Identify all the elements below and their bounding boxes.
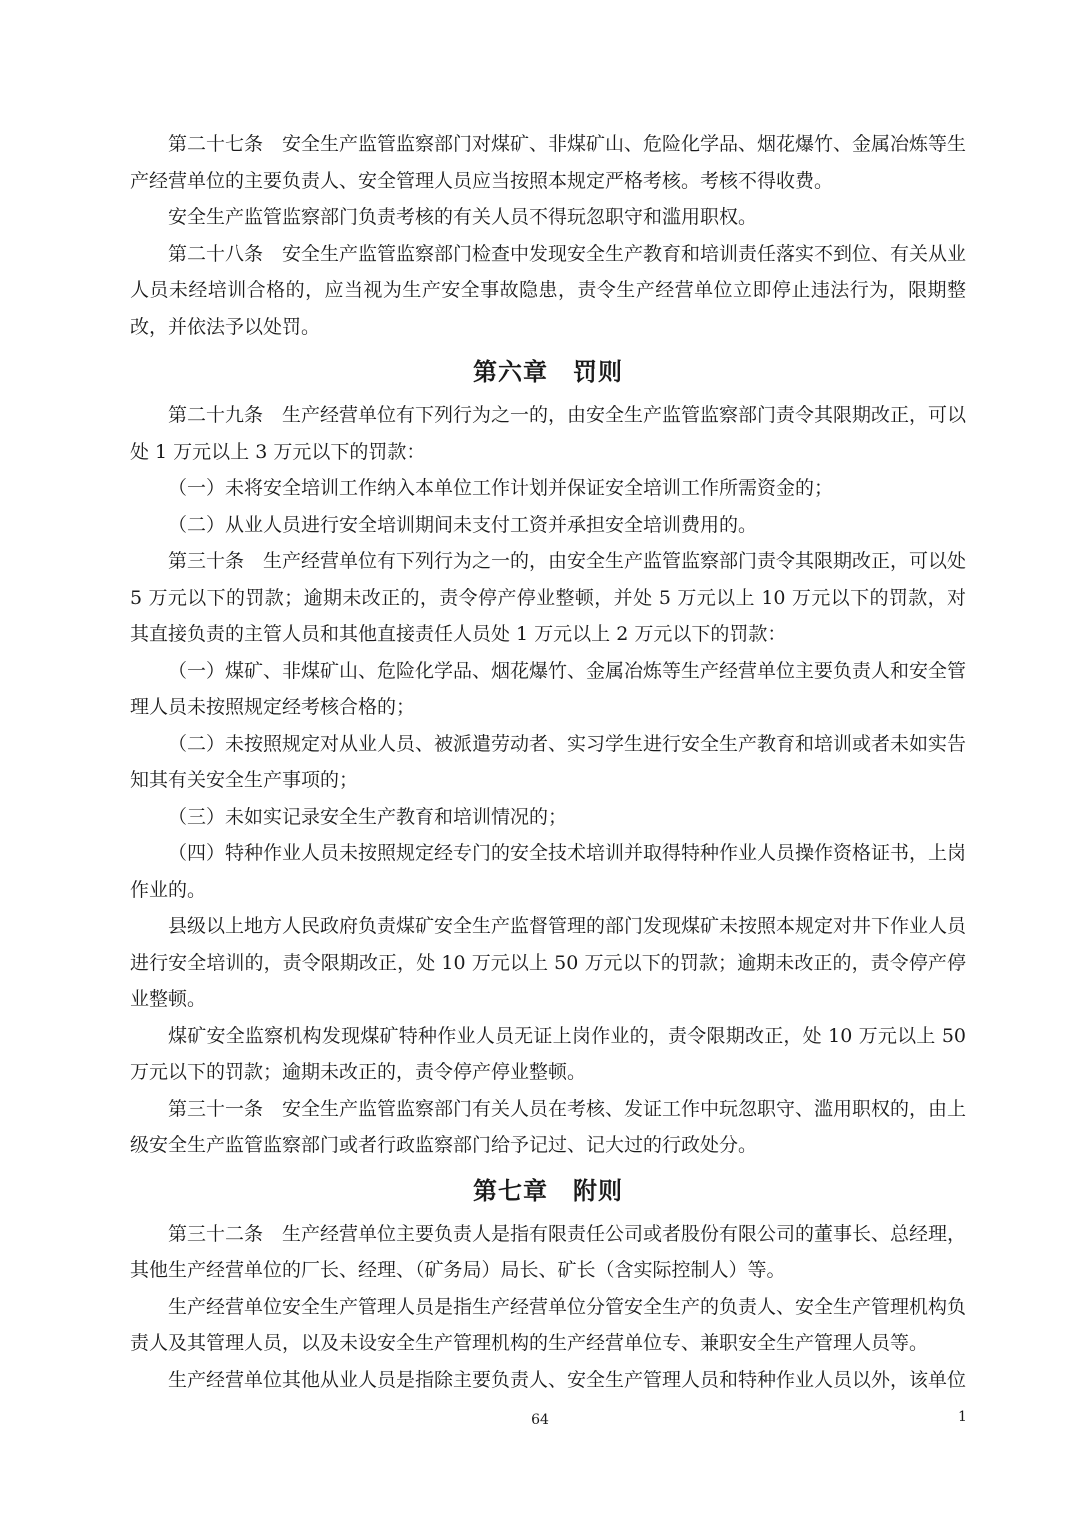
article-31-paragraph: 第三十一条 安全生产监管监察部门有关人员在考核、发证工作中玩忽职守、滥用职权的，由上级安全生产监管监察部门或者行政监察部门给予记过、记大过的行政处分。: [130, 1097, 967, 1156]
document-body: [130, 126, 966, 1398]
article-29-item-1: （一）未将安全培训工作纳入本单位工作计划并保证安全培训工作所需资金的；: [168, 477, 834, 499]
article-30-coal-mine-paragraph: 煤矿安全监察机构发现煤矿特种作业人员无证上岗作业的，责令限期改正，处 10 万元以上 50 万元以下的罚款；逾期未改正的，责令停产停业整顿。: [130, 1024, 966, 1083]
article-30-item-4: （四）特种作业人员未按照规定经专门的安全技术培训并取得特种作业人员操作资格证书，上岗作业的。: [130, 842, 967, 901]
article-30-item-3: （三）未如实记录安全生产教育和培训情况的；: [168, 805, 568, 828]
chapter-7-heading: 第七章 附则: [473, 1175, 623, 1205]
article-28-paragraph: 第二十八条 安全生产监管监察部门检查中发现安全生产教育和培训责任落实不到位、有关从业人员未经培训合格的，应当视为生产安全事故隐患，责令生产经营单位立即停止违法行为，限期整改，并依法予以处罚。: [130, 242, 967, 338]
chapter-6-heading: 第六章 罚则: [473, 357, 623, 386]
article-29-paragraph: 第二十九条 生产经营单位有下列行为之一的，由安全生产监管监察部门责令其限期改正，可以处 1 万元以上 3 万元以下的罚款：: [130, 404, 967, 463]
article-30-item-2: （二）未按照规定对从业人员、被派遣劳动者、实习学生进行安全生产教育和培训或者未如实告知其有关安全生产事项的；: [130, 732, 967, 791]
article-30-county-paragraph: 县级以上地方人民政府负责煤矿安全生产监督管理的部门发现煤矿未按照本规定对井下作业人员进行安全培训的，责令限期改正，处 10 万元以上 50 万元以下的罚款；逾期未改正的，责令停产停业整顿。: [130, 915, 967, 1010]
article-27-paragraph: 第二十七条 安全生产监管监察部门对煤矿、非煤矿山、危险化学品、烟花爆竹、金属冶炼等生产经营单位的主要负责人、安全管理人员应当按照本规定严格考核。考核不得收费。: [130, 133, 967, 192]
article-30-paragraph: 第三十条 生产经营单位有下列行为之一的，由安全生产监管监察部门责令其限期改正，可以处 5 万元以下的罚款；逾期未改正的，责令停产停业整顿，并处 5 万元以上 10 万元以下的罚款，对其直接负责的主管人员和其他直接责任人员处 1 万元以上 2 万元以下的罚款：: [130, 550, 967, 645]
article-29-item-2: （二）从业人员进行安全培训期间未支付工资并承担安全培训费用的。: [168, 513, 758, 536]
corner-page-number: 1: [958, 1409, 967, 1425]
article-30-item-1: （一）煤矿、非煤矿山、危险化学品、烟花爆竹、金属冶炼等生产经营单位主要负责人和安全管理人员未按照规定经考核合格的；: [130, 659, 967, 718]
page-number: 64: [531, 1412, 549, 1428]
article-27-supplement-paragraph: 安全生产监管监察部门负责考核的有关人员不得玩忽职守和滥用职权。: [168, 206, 758, 228]
article-32-other-staff-paragraph: 生产经营单位其他从业人员是指除主要负责人、安全生产管理人员和特种作业人员以外，该单位: [168, 1368, 967, 1391]
article-32-paragraph: 第三十二条 生产经营单位主要负责人是指有限责任公司或者股份有限公司的董事长、总经理，其他生产经营单位的厂长、经理、（矿务局）局长、矿长（含实际控制人）等。: [130, 1222, 967, 1281]
article-32-safety-manager-paragraph: 生产经营单位安全生产管理人员是指生产经营单位分管安全生产的负责人、安全生产管理机构负责人及其管理人员，以及未设安全生产管理机构的生产经营单位专、兼职安全生产管理人员等。: [130, 1295, 967, 1354]
